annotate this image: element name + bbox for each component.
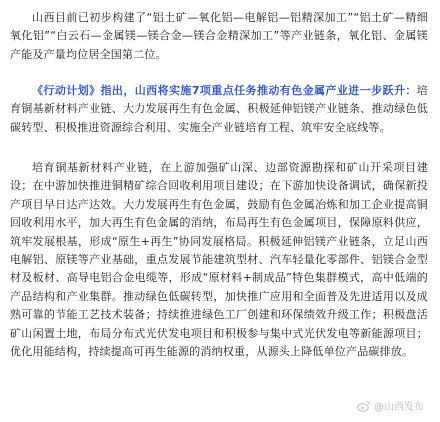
paragraph-details [10, 159, 428, 361]
highlighted-lead-text: 《行动计划》指出，山西将实施7项重点任务推动有色金属产业进一步跃升： [32, 84, 417, 97]
paragraph-text: 培育铜基新材料产业链，在上游加强矿山深、边部资源勘探和矿山开采项目建设；在中游加快推进铜精矿综合回收利用项目建设；在下游加快设备调试，确保新投产项目早日达产达效。大力发展再生有色金属，鼓励有色金属冶炼和加工企业提高铜回收利用水平，加大再生有色金属的消纳，布局再生有色金属项目，保障原料供应，筑牢发展根基，形成“原生+再生”协同发展格局。积极延伸铝镁产业链条，立足山西电解铝、原镁等产业基础，重点发展节能建筑型材、汽车轻量化零部件、铝镁合金型材及板材、高导电铝合金电缆等，形成“原材料+制成品”特色集群模式，高中低端的产品结构和产业集群。推动绿色低碳转型，加快推广应用和全面普及先进适用以及成熟可靠的节能工艺技术装备；持续推进绿色工厂创建和环保绩效升级工作；积极盘活矿山闲置土地，布局分布式光伏发电项目和积极参与集中式光伏发电等新能源项目；优化用能结构，持续提高可再生能源的消纳权重，从源头上降低单位产品碳排放。 [10, 161, 428, 359]
paragraph-text: 培育铜基新材料产业链、大力发展再生有色金属、积极延伸铝镁产业链条、推动绿色低碳转型、积极推进资源综合利用、实施全产业链培育工程、筑牢安全底线等。 [10, 84, 428, 134]
paragraph-industry-chain [10, 9, 428, 64]
watermark-text: @山西发布 [374, 402, 424, 413]
paragraph-action-plan [10, 82, 428, 137]
watermark [357, 398, 424, 413]
weibo-icon [357, 400, 371, 412]
paragraph-text: 山西目前已初步构建了“铝土矿—氧化铝—电解铝—铝精深加工”“铝土矿—精细氧化铝”“白云石—金属镁—镁合金—镁合金精深加工”等产业链条，氧化铝、金属镁产能及产量均位居全国第二位。 [10, 11, 428, 61]
